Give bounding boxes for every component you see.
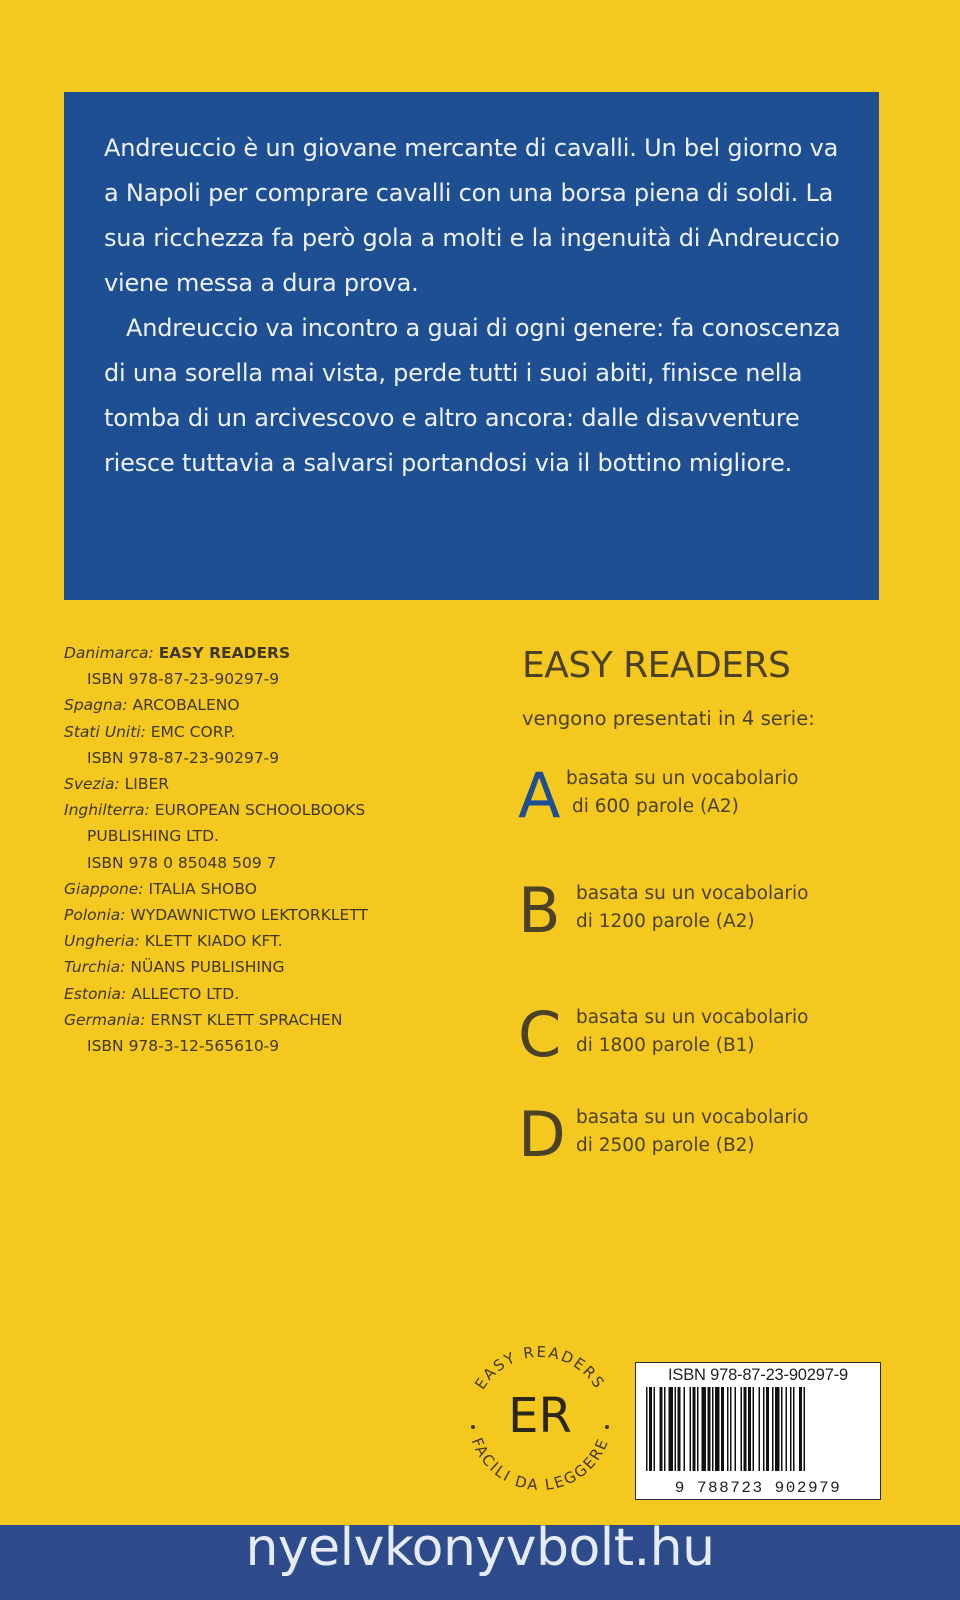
easy-readers-logo <box>455 1330 625 1500</box>
barcode-bar <box>702 1387 707 1471</box>
barcode-bar <box>715 1387 720 1471</box>
series-a-line-1: basata su un vocabolario <box>566 768 799 789</box>
barcode-bar <box>690 1387 692 1471</box>
watermark: nyelvkonyvbolt.hu <box>245 1518 715 1578</box>
barcode-bar <box>753 1387 755 1471</box>
barcode-bar <box>775 1387 780 1471</box>
series-letter-d: D <box>518 1098 566 1171</box>
barcode-bar <box>646 1387 648 1471</box>
barcode-bar <box>759 1387 761 1471</box>
barcode-bar <box>678 1387 681 1471</box>
synopsis-paragraph-1: Andreuccio è un giovane mercante di cavalli. Un bel giorno va a Napoli per comprare cavalli con una borsa piena di soldi. La sua ricchezza fa però gola a molti e la ingenuità di Andreuccio viene messa a dura prova. <box>104 134 840 297</box>
synopsis-paragraph-2: Andreuccio va incontro a guai di ogni genere: fa conoscenza di una sorella mai vista, perde tutti i suoi abiti, finisce nella tomba di un arcivescovo e altro ancora: dalle disavventure riesce tuttavia a salvarsi portandosi via il bottino migliore. <box>104 314 841 477</box>
barcode-bar <box>693 1387 696 1471</box>
svg-text:EASY READERS <box>471 1343 608 1393</box>
distributors-list <box>64 640 464 1059</box>
distributor-line: Turchia: NÜANS PUBLISHING <box>64 958 285 977</box>
logo-ring-top-text: EASY READERS <box>471 1342 609 1393</box>
barcode-bar <box>772 1387 774 1471</box>
barcode-bar <box>669 1387 674 1471</box>
barcode-bar <box>675 1387 677 1471</box>
barcode-bar <box>660 1387 663 1471</box>
barcode-label <box>635 1362 881 1500</box>
distributor-line: PUBLISHING LTD. <box>87 827 219 846</box>
series-a-line-2: di 600 parole (A2) <box>572 796 739 817</box>
distributor-line: Inghilterra: EUROPEAN SCHOOLBOOKS <box>64 801 366 820</box>
barcode-bar <box>766 1387 769 1471</box>
series-letter-b: B <box>518 874 561 947</box>
barcode-bar <box>697 1387 699 1471</box>
series-letter-a: A <box>518 759 561 832</box>
logo-ring-bottom-text: FACILI DA LEGGERE <box>467 1434 613 1495</box>
synopsis-panel <box>64 92 879 600</box>
distributor-line: Germania: ERNST KLETT SPRACHEN <box>64 1010 343 1029</box>
distributor-line: ISBN 978-87-23-90297-9 <box>87 748 280 767</box>
barcode-bar <box>748 1387 751 1471</box>
series-d-line-1: basata su un vocabolario <box>576 1107 809 1128</box>
logo-monogram: ER <box>508 1388 572 1444</box>
barcode-bar <box>730 1387 732 1471</box>
distributor-line: Spagna: ARCOBALENO <box>64 696 240 715</box>
barcode-bar <box>744 1387 747 1471</box>
barcode-bar <box>781 1387 783 1471</box>
barcode-isbn-text: ISBN 978-87-23-90297-9 <box>668 1366 848 1384</box>
barcode-bar <box>786 1387 788 1471</box>
barcode-bar <box>708 1387 711 1471</box>
logo-dot <box>471 1425 475 1429</box>
series-c-line-2: di 1800 parole (B1) <box>576 1035 755 1056</box>
distributor-line: ISBN 978 0 85048 509 7 <box>87 853 277 872</box>
series-d-line-2: di 2500 parole (B2) <box>576 1135 755 1156</box>
barcode-bar <box>793 1387 795 1471</box>
distributor-line: ISBN 978-3-12-565610-9 <box>87 1037 280 1056</box>
series-b-line-2: di 1200 parole (A2) <box>576 911 755 932</box>
barcode-bar <box>664 1387 666 1471</box>
distributor-line: Stati Uniti: EMC CORP. <box>64 722 236 741</box>
logo-dot <box>605 1425 609 1429</box>
distributor-line: Giappone: ITALIA SHOBO <box>64 879 257 898</box>
barcode-bar <box>804 1387 806 1471</box>
distributor-line: Polonia: WYDAWNICTWO LEKTORKLETT <box>64 906 368 925</box>
barcode-bar <box>712 1387 714 1471</box>
barcode-digits: 9 788723 902979 <box>674 1479 842 1497</box>
series-c-line-1: basata su un vocabolario <box>576 1007 809 1028</box>
barcode-bar <box>649 1387 652 1471</box>
series-letter-c: C <box>518 998 562 1071</box>
barcode-bar <box>790 1387 792 1471</box>
barcode-bar <box>741 1387 743 1471</box>
distributor-line: ISBN 978-87-23-90297-9 <box>87 670 280 689</box>
distributor-line: Svezia: LIBER <box>64 775 170 794</box>
barcode-bars <box>644 1387 874 1471</box>
barcode-bar <box>654 1387 656 1471</box>
barcode-bar <box>684 1387 686 1471</box>
series-subheading: vengono presentati in 4 serie: <box>522 707 815 730</box>
barcode-bar <box>721 1387 724 1471</box>
barcode-bar <box>799 1387 802 1471</box>
barcode-bar <box>763 1387 765 1471</box>
distributor-line: Ungheria: KLETT KIADO KFT. <box>64 932 283 951</box>
barcode-bar <box>735 1387 737 1471</box>
distributor-line: Danimarca: EASY READERS <box>64 644 291 662</box>
barcode-bar <box>727 1387 729 1471</box>
distributor-line: Estonia: ALLECTO LTD. <box>64 984 240 1003</box>
series-heading: EASY READERS <box>522 645 791 686</box>
series-b-line-1: basata su un vocabolario <box>576 883 809 904</box>
